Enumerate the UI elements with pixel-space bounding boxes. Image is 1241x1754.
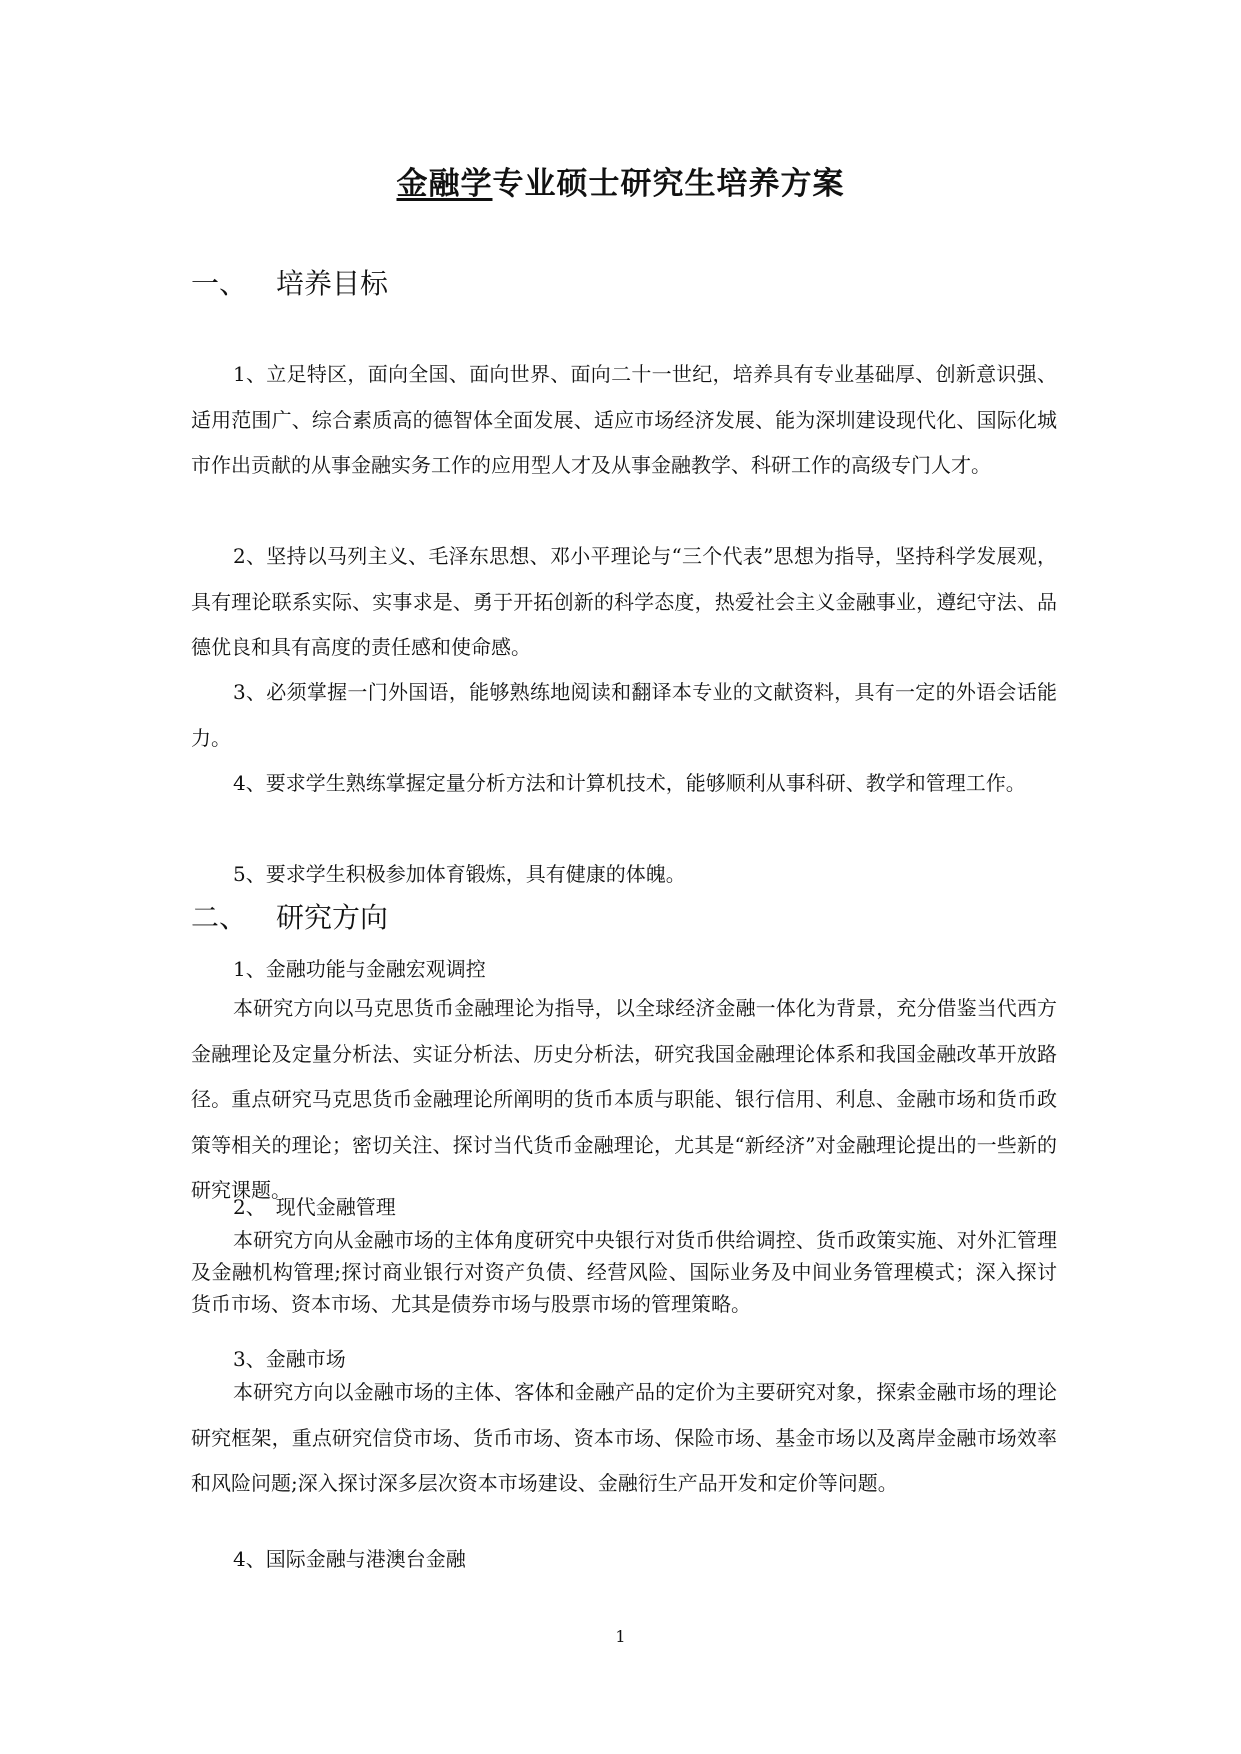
goal-item-3: 3、必须掌握一门外国语，能够熟练地阅读和翻译本专业的文献资料，具有一定的外语会话能力。 bbox=[191, 680, 1057, 750]
direction-body-2: 本研究方向从金融市场的主体角度研究中央银行对货币供给调控、货币政策实施、对外汇管理及金融机构管理;探讨商业银行对资产负债、经营风险、国际业务及中间业务管理模式；深入探讨货币市场、资本市场、尤其是债券市场与股票市场的管理策略。 bbox=[191, 1228, 1057, 1316]
goal-item-1: 1、立足特区，面向全国、面向世界、面向二十一世纪，培养具有专业基础厚、创新意识强、适用范围广、综合素质高的德智体全面发展、适应市场经济发展、能为深圳建设现代化、国际化城市作出贡献的从事金融实务工作的应用型人才及从事金融教学、科研工作的高级专门人才。 bbox=[191, 362, 1057, 477]
document-title bbox=[0, 158, 1241, 203]
section-number: 二、 bbox=[191, 901, 248, 934]
direction-heading-4: 4、国际金融与港澳台金融 bbox=[233, 1547, 466, 1571]
section-title: 培养目标 bbox=[276, 267, 389, 300]
section-title: 研究方向 bbox=[276, 901, 389, 934]
section-number: 一、 bbox=[191, 267, 248, 300]
direction-body-1: 本研究方向以马克思货币金融理论为指导，以全球经济金融一体化为背景，充分借鉴当代西方金融理论及定量分析法、实证分析法、历史分析法，研究我国金融理论体系和我国金融改革开放路径。重点研究马克思货币金融理论所阐明的货币本质与职能、银行信用、利息、金融市场和货币政策等相关的理论；密切关注、探讨当代货币金融理论，尤其是“新经济”对金融理论提出的一些新的研究课题。 bbox=[191, 996, 1057, 1202]
section-heading-training-goals bbox=[191, 262, 388, 302]
direction-heading-1: 1、金融功能与金融宏观调控 bbox=[233, 957, 486, 981]
direction-heading-3: 3、金融市场 bbox=[233, 1347, 346, 1371]
page-number: 1 bbox=[615, 1627, 626, 1646]
goal-item-4: 4、要求学生熟练掌握定量分析方法和计算机技术，能够顺利从事科研、教学和管理工作。 bbox=[233, 771, 1026, 795]
goal-item-5: 5、要求学生积极参加体育锻炼，具有健康的体魄。 bbox=[233, 862, 686, 886]
document-title-rest: 专业硕士研究生培养方案 bbox=[492, 166, 845, 202]
section-heading-research-directions bbox=[191, 896, 388, 936]
direction-heading-2: 2、 现代金融管理 bbox=[233, 1195, 396, 1219]
goal-item-2: 2、坚持以马列主义、毛泽东思想、邓小平理论与“三个代表”思想为指导，坚持科学发展观，具有理论联系实际、实事求是、勇于开拓创新的科学态度，热爱社会主义金融事业，遵纪守法、品德优良和具有高度的责任感和使命感。 bbox=[191, 544, 1057, 659]
direction-body-3: 本研究方向以金融市场的主体、客体和金融产品的定价为主要研究对象，探索金融市场的理论研究框架，重点研究信贷市场、货币市场、资本市场、保险市场、基金市场以及离岸金融市场效率和风险问题;深入探讨深多层次资本市场建设、金融衍生产品开发和定价等问题。 bbox=[191, 1380, 1057, 1495]
document-title-underlined: 金融学 bbox=[396, 166, 493, 202]
